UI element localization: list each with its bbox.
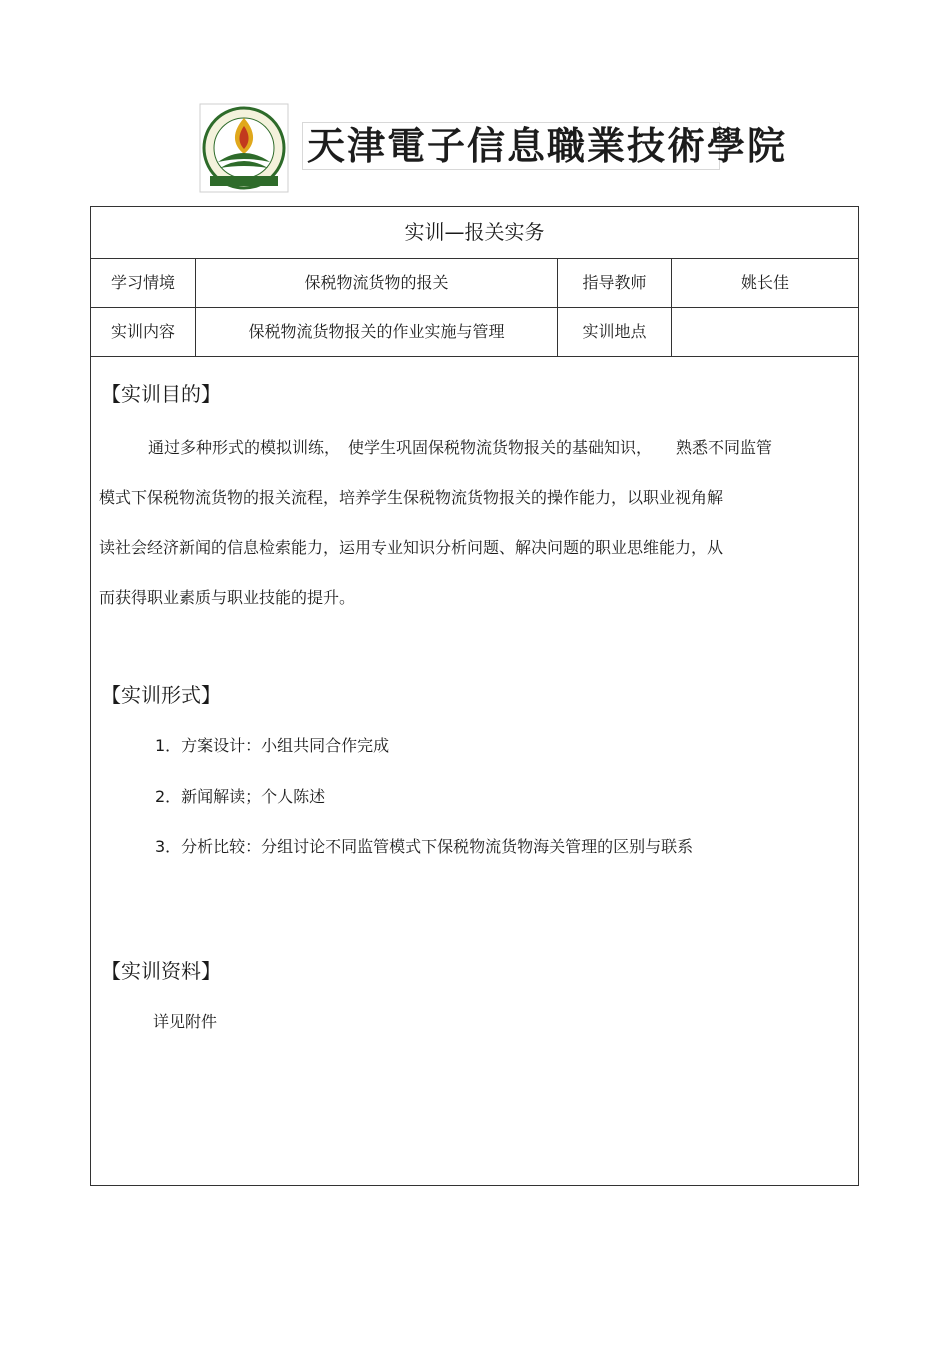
info-row-content (91, 308, 858, 357)
label-learning-context: 学习情境 (91, 259, 196, 307)
section-heading-objective: 【实训目的】 (101, 382, 221, 406)
school-emblem-icon (200, 104, 288, 192)
training-form (90, 206, 859, 1186)
value-training-location (672, 308, 858, 356)
objective-line: 读社会经济新闻的信息检索能力，运用专业知识分析问题、解决问题的职业思维能力，从 (99, 538, 724, 557)
info-row-context (91, 259, 858, 308)
section-heading-form: 【实训形式】 (101, 683, 221, 707)
materials-text: 详见附件 (153, 1012, 218, 1031)
form-list-item: 2．新闻解读；个人陈述 (155, 787, 326, 806)
form-title: 实训—报关实务 (404, 220, 545, 244)
objective-line: 通过多种形式的模拟训练， 使学生巩固保税物流货物报关的基础知识， 熟悉不同监管 (148, 438, 773, 457)
form-list-item: 1．方案设计：小组共同合作完成 (155, 736, 390, 755)
form-list-item: 3．分析比较：分组讨论不同监管模式下保税物流货物海关管理的区别与联系 (155, 837, 694, 856)
value-learning-context: 保税物流货物的报关 (196, 259, 558, 307)
label-training-content: 实训内容 (91, 308, 196, 356)
form-title-row (91, 207, 858, 259)
label-training-location: 实训地点 (558, 308, 672, 356)
section-heading-materials: 【实训资料】 (101, 959, 221, 983)
value-instructor: 姚长佳 (740, 273, 789, 292)
objective-line: 模式下保税物流货物的报关流程，培养学生保税物流货物报关的操作能力，以职业视角解 (99, 488, 724, 507)
value-training-content: 保税物流货物报关的作业实施与管理 (196, 308, 558, 356)
label-instructor: 指导教师 (558, 259, 672, 307)
school-name-logo: 天津電子信息職業技術學院 (302, 122, 720, 170)
objective-line: 而获得职业素质与职业技能的提升。 (99, 588, 356, 607)
